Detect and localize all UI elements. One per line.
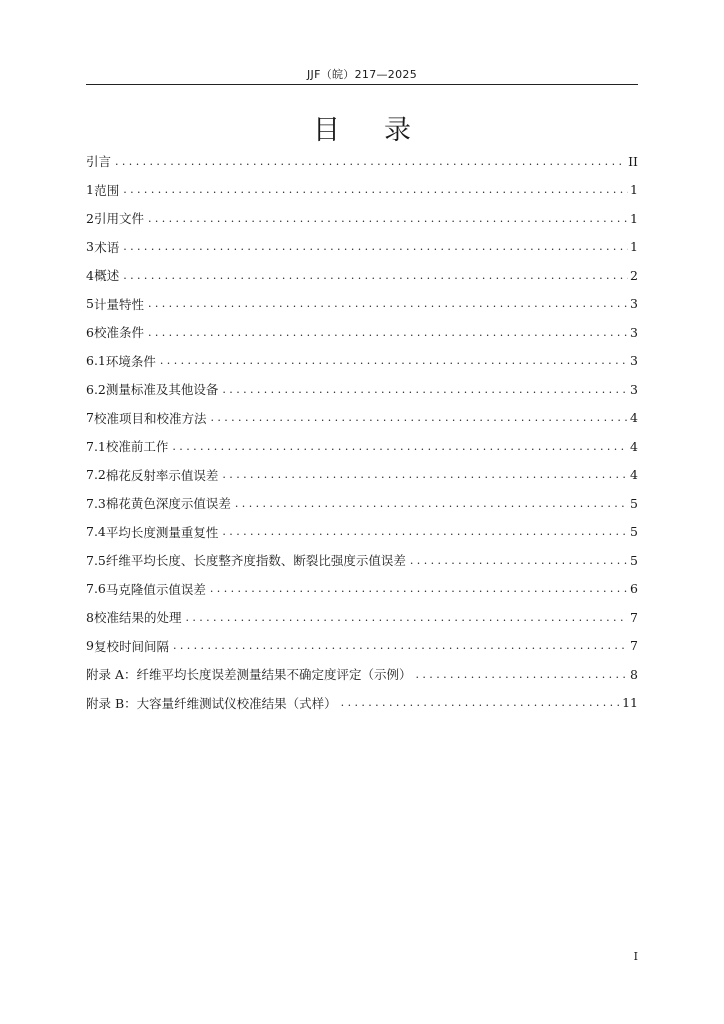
toc-entry-number: 9: [86, 638, 94, 654]
toc-leader-dots: [341, 696, 620, 709]
toc-entry-number: 3: [86, 239, 94, 255]
toc-entry-number: 6.1: [86, 353, 106, 369]
toc-entry-page: 4: [630, 438, 638, 454]
toc-entry-number: 8: [86, 609, 94, 625]
toc-entry-number: 6: [86, 324, 94, 340]
toc-leader-dots: [222, 383, 628, 396]
toc-leader-dots: [210, 411, 628, 424]
toc-entry-9[interactable]: [86, 632, 638, 661]
toc-entry-6[interactable]: [86, 318, 638, 347]
toc-entry-page: 2: [630, 267, 638, 283]
toc-leader-dots: [123, 240, 628, 253]
toc-entry-8[interactable]: [86, 603, 638, 632]
toc-entry-number: 4: [86, 267, 94, 283]
toc-entry-number: 7.4: [86, 524, 106, 540]
toc-entry-label: 校准项目和校准方法: [93, 410, 207, 426]
toc-leader-dots: [173, 639, 628, 652]
toc-entry-number: 1: [86, 182, 94, 198]
page-number: I: [633, 950, 638, 963]
toc-entry-1[interactable]: [86, 176, 638, 205]
toc-entry-7-4[interactable]: [86, 518, 638, 547]
toc-leader-dots: [222, 525, 628, 538]
toc-entry-label: 范围: [94, 182, 120, 198]
toc-entry-7-6[interactable]: [86, 575, 638, 604]
toc-entry-number: 7: [86, 410, 94, 426]
toc-entry-label: 平均长度测量重复性: [105, 524, 219, 540]
toc-leader-dots: [222, 468, 628, 481]
toc-entry-7-2[interactable]: [86, 461, 638, 490]
toc-entry-page: 3: [630, 353, 638, 369]
toc-entry-number: 5: [86, 296, 94, 312]
toc-entry-2[interactable]: [86, 204, 638, 233]
toc-entry-label: 校准结果的处理: [93, 610, 182, 626]
toc-leader-dots: [172, 440, 628, 453]
toc-entry-label: 环境条件: [105, 353, 156, 369]
table-of-contents: [86, 147, 638, 717]
toc-entry-page: 11: [622, 695, 638, 711]
toc-entry-page: 5: [630, 524, 638, 540]
toc-entry-label: 术语: [94, 239, 120, 255]
toc-entry-label: 引用文件: [93, 211, 144, 227]
toc-entry-page: 6: [630, 581, 638, 597]
toc-entry-page: 3: [630, 324, 638, 340]
toc-leader-dots: [148, 297, 628, 310]
header-divider: [86, 84, 638, 85]
toc-entry-3[interactable]: [86, 233, 638, 262]
toc-entry-appendix-b[interactable]: [86, 689, 638, 718]
toc-entry-page: 3: [630, 381, 638, 397]
toc-entry-page: 7: [630, 609, 638, 625]
toc-entry-label: 校准前工作: [105, 439, 169, 455]
toc-entry-number: 7.5: [86, 552, 106, 568]
toc-entry-page: 1: [630, 210, 638, 226]
title-char-2: 录: [384, 115, 411, 146]
toc-entry-5[interactable]: [86, 290, 638, 319]
title-char-1: 目: [313, 115, 340, 146]
toc-entry-page: 1: [630, 239, 638, 255]
toc-entry-page: 4: [630, 410, 638, 426]
toc-entry-page: 5: [630, 495, 638, 511]
toc-entry-6-2[interactable]: [86, 375, 638, 404]
toc-entry-number: 6.2: [86, 381, 106, 397]
toc-entry-label: 附录 B：大容量纤维测试仪校准结果（式样）: [86, 695, 337, 711]
toc-entry-label: 引言: [86, 154, 112, 170]
toc-entry-page: II: [628, 153, 638, 169]
toc-entry-appendix-a[interactable]: [86, 660, 638, 689]
toc-entry-number: 7.6: [86, 581, 106, 597]
toc-entry-6-1[interactable]: [86, 347, 638, 376]
toc-entry-label: 附录 A：纤维平均长度误差测量结果不确定度评定（示例）: [86, 667, 412, 683]
toc-leader-dots: [410, 554, 628, 567]
toc-entry-page: 7: [630, 638, 638, 654]
toc-entry-page: 8: [630, 666, 638, 682]
toc-entry-4[interactable]: [86, 261, 638, 290]
toc-entry-intro[interactable]: [86, 147, 638, 176]
toc-entry-page: 1: [630, 182, 638, 198]
toc-entry-7-1[interactable]: [86, 432, 638, 461]
toc-entry-label: 纤维平均长度、长度整齐度指数、断裂比强度示值误差: [105, 553, 406, 569]
toc-entry-7[interactable]: [86, 404, 638, 433]
toc-entry-number: 7.3: [86, 495, 106, 511]
toc-entry-label: 计量特性: [93, 296, 144, 312]
toc-entry-page: 4: [630, 467, 638, 483]
toc-entry-label: 棉花黄色深度示值误差: [105, 496, 231, 512]
toc-entry-number: 2: [86, 210, 94, 226]
toc-leader-dots: [185, 611, 628, 624]
toc-entry-label: 马克隆值示值误差: [105, 581, 206, 597]
toc-entry-7-5[interactable]: [86, 546, 638, 575]
toc-leader-dots: [123, 183, 628, 196]
toc-leader-dots: [235, 497, 628, 510]
toc-entry-label: 校准条件: [93, 325, 144, 341]
toc-entry-7-3[interactable]: [86, 489, 638, 518]
toc-leader-dots: [115, 155, 626, 168]
toc-leader-dots: [148, 326, 628, 339]
toc-entry-number: 7.2: [86, 467, 106, 483]
toc-entry-number: 7.1: [86, 438, 106, 454]
page-title: [86, 108, 638, 147]
toc-entry-label: 复校时间间隔: [93, 638, 169, 654]
toc-leader-dots: [416, 668, 629, 681]
document-header: JJF（皖）217—2025: [306, 68, 417, 81]
toc-leader-dots: [148, 212, 628, 225]
toc-leader-dots: [123, 269, 628, 282]
toc-entry-page: 3: [630, 296, 638, 312]
toc-entry-label: 测量标准及其他设备: [105, 382, 219, 398]
toc-entry-label: 概述: [94, 268, 120, 284]
toc-leader-dots: [210, 582, 628, 595]
toc-leader-dots: [160, 354, 628, 367]
toc-entry-label: 棉花反射率示值误差: [105, 467, 219, 483]
toc-entry-page: 5: [630, 552, 638, 568]
